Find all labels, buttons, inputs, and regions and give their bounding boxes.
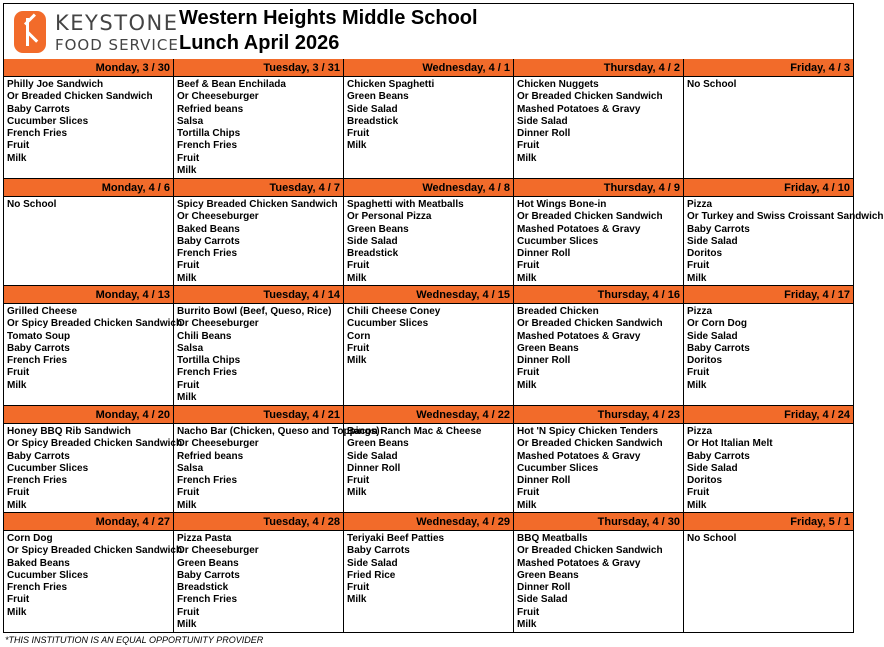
menu-item: Side Salad [687,462,738,474]
day-date-header: Monday, 4 / 20 [4,406,173,424]
menu-item: Green Beans [347,91,409,103]
day-menu-list [4,424,183,512]
school-name: Western Heights Middle School [179,7,478,29]
menu-item: Or Spicy Breaded Chicken Sandwich [7,438,183,450]
menu-item: Or Corn Dog [687,318,747,330]
menu-item: Tortilla Chips [177,355,241,367]
menu-item: Baby Carrots [687,450,750,462]
menu-item: Baby Carrots [347,545,410,557]
menu-item: Fruit [517,367,540,379]
day-menu-list [174,531,343,631]
menu-item: Side Salad [517,594,568,606]
day-menu-list [344,531,513,607]
menu-item: Breadstick [347,248,399,260]
day-menu-list [344,304,513,367]
menu-item: Fruit [517,140,540,152]
menu-item: Side Salad [517,115,568,127]
menu-item: Cucumber Slices [7,462,89,474]
menu-item: Or Spicy Breaded Chicken Sandwich [7,318,183,330]
menu-item: Milk [177,392,197,404]
menu-item: Fruit [347,342,370,354]
menu-item: Or Spicy Breaded Chicken Sandwich [7,545,183,557]
day-menu-list [684,304,853,392]
menu-item: Dinner Roll [347,462,401,474]
day-menu-list [4,77,173,165]
menu-item: French Fries [7,355,68,367]
day-menu-list [344,424,513,500]
day-menu-list [684,197,884,285]
day-date-header: Thursday, 4 / 9 [514,179,683,197]
menu-item: No School [687,79,737,90]
day-cell [3,179,174,286]
menu-item: Green Beans [347,438,409,450]
day-cell [174,179,344,286]
day-cell [344,286,514,406]
day-cell [514,179,684,286]
day-cell [684,59,854,179]
logo-wordmark-top: KEYSTONE [55,11,179,35]
menu-item: Burrito Bowl (Beef, Queso, Rice) [177,306,332,317]
day-date-header: Thursday, 4 / 23 [514,406,683,424]
menu-item: French Fries [177,140,238,152]
menu-item: Cucumber Slices [347,318,429,330]
menu-item: Milk [517,619,537,631]
menu-item: Hot Wings Bone-in [517,199,607,210]
menu-item: Dinner Roll [517,128,571,140]
menu-item: Baby Carrots [687,223,750,235]
menu-item: Fruit [687,260,710,272]
menu-item: Fruit [687,487,710,499]
day-date-header: Friday, 4 / 10 [684,179,853,197]
day-date-header: Wednesday, 4 / 1 [344,59,513,77]
menu-item: Fruit [347,260,370,272]
menu-item: Side Salad [687,330,738,342]
menu-item: Fruit [177,379,200,391]
day-date-header: Tuesday, 3 / 31 [174,59,343,77]
menu-item: Refried beans [177,450,244,462]
menu-item: Or Breaded Chicken Sandwich [517,211,663,223]
menu-item: Fruit [7,367,30,379]
menu-item: Milk [177,619,197,631]
menu-item: Milk [517,152,537,164]
menu-item: Milk [177,499,197,511]
menu-item: Side Salad [347,557,398,569]
day-date-header: Monday, 4 / 13 [4,286,173,304]
menu-item: Pizza Pasta [177,533,232,544]
day-cell [344,513,514,633]
menu-item: Fried Rice [347,569,396,581]
day-date-header: Friday, 5 / 1 [684,513,853,531]
menu-item: Chili Beans [177,330,232,342]
menu-item: Fruit [347,475,370,487]
menu-item: Baked Beans [177,223,240,235]
menu-item: Fruit [177,152,200,164]
menu-item: French Fries [177,475,238,487]
menu-item: Pizza [687,306,713,317]
menu-item: Corn [347,330,371,342]
menu-item: Or Breaded Chicken Sandwich [517,545,663,557]
day-menu-list [344,77,513,153]
day-cell [684,286,854,406]
menu-item: Baby Carrots [177,569,240,581]
menu-item: Doritos [687,355,722,367]
menu-item: Milk [687,499,707,511]
menu-item: Salsa [177,462,204,474]
menu-item: French Fries [7,475,68,487]
footer-note: *THIS INSTITUTION IS AN EQUAL OPPORTUNITY PROVIDER [5,635,264,645]
menu-item: Milk [347,272,367,284]
menu-item: Or Breaded Chicken Sandwich [517,438,663,450]
day-date-header: Tuesday, 4 / 14 [174,286,343,304]
menu-item: Baby Carrots [177,235,240,247]
menu-item: Baby Carrots [7,103,70,115]
menu-item: Mashed Potatoes & Gravy [517,103,641,115]
menu-item: Or Breaded Chicken Sandwich [7,91,153,103]
day-cell [3,406,183,513]
day-date-header: Friday, 4 / 3 [684,59,853,77]
day-cell [684,406,854,513]
menu-item: Fruit [7,594,30,606]
menu-item: French Fries [177,594,238,606]
day-cell [684,179,884,286]
menu-item: Hot 'N Spicy Chicken Tenders [517,426,659,437]
day-date-header: Monday, 4 / 6 [4,179,173,197]
menu-item: Teriyaki Beef Patties [347,533,445,544]
day-date-header: Tuesday, 4 / 21 [174,406,343,424]
menu-item: Fruit [347,582,370,594]
menu-item: Salsa [177,115,204,127]
menu-item: Milk [347,487,367,499]
day-date-header: Thursday, 4 / 30 [514,513,683,531]
menu-item: Dinner Roll [517,475,571,487]
menu-item: Or Cheeseburger [177,91,259,103]
menu-item: Baked Beans [7,557,70,569]
day-menu-list [514,531,683,631]
menu-item: Corn Dog [7,533,53,544]
menu-item: BBQ Meatballs [517,533,588,544]
menu-item: Or Cheeseburger [177,438,259,450]
day-menu-list [174,304,343,404]
menu-item: Philly Joe Sandwich [7,79,104,90]
menu-item: French Fries [177,367,238,379]
menu-item: Fruit [517,606,540,618]
menu-item: Dinner Roll [517,248,571,260]
menu-item: Cucumber Slices [7,569,89,581]
day-menu-list [174,197,343,285]
menu-item: Or Turkey and Swiss Croissant Sandwich [687,211,884,223]
day-cell [174,59,344,179]
menu-item: Mashed Potatoes & Gravy [517,223,641,235]
menu-item: Dinner Roll [517,582,571,594]
menu-item: Nacho Bar (Chicken, Queso and Toppings) [177,426,380,437]
menu-item: Fruit [347,128,370,140]
menu-item: Side Salad [347,235,398,247]
menu-item: Tomato Soup [7,330,71,342]
menu-item: Cucumber Slices [517,235,599,247]
menu-item: Baby Carrots [7,450,70,462]
menu-item: Or Cheeseburger [177,211,259,223]
menu-item: Beef & Bean Enchilada [177,79,286,90]
menu-item: Milk [687,272,707,284]
day-menu-list [514,197,683,285]
menu-item: Cucumber Slices [7,115,89,127]
day-date-header: Wednesday, 4 / 15 [344,286,513,304]
day-date-header: Friday, 4 / 24 [684,406,853,424]
day-date-header: Friday, 4 / 17 [684,286,853,304]
menu-item: Milk [517,499,537,511]
day-menu-list [344,197,513,285]
day-date-header: Thursday, 4 / 2 [514,59,683,77]
menu-item: Pizza [687,426,713,437]
menu-item: Chicken Nuggets [517,79,599,90]
day-date-header: Monday, 4 / 27 [4,513,173,531]
menu-item: Fruit [7,140,30,152]
menu-item: Fruit [177,606,200,618]
menu-item: Mashed Potatoes & Gravy [517,330,641,342]
menu-item: Chili Cheese Coney [347,306,441,317]
menu-item: Green Beans [347,223,409,235]
day-menu-list [514,304,683,392]
day-cell [344,179,514,286]
menu-item: Milk [177,272,197,284]
menu-item: Side Salad [347,103,398,115]
day-cell [3,286,183,406]
menu-item: Or Cheeseburger [177,545,259,557]
menu-item: No School [7,199,57,210]
menu-item: Or Hot Italian Melt [687,438,773,450]
menu-item: French Fries [7,582,68,594]
day-cell [174,286,344,406]
day-menu-list [684,77,853,91]
day-date-header: Monday, 3 / 30 [4,59,173,77]
day-menu-list [4,531,183,619]
menu-item: Salsa [177,342,204,354]
day-date-header: Wednesday, 4 / 8 [344,179,513,197]
day-menu-list [174,77,343,177]
day-date-header: Wednesday, 4 / 29 [344,513,513,531]
menu-item: Or Breaded Chicken Sandwich [517,91,663,103]
menu-item: Milk [7,379,27,391]
menu-item: Doritos [687,248,722,260]
menu-item: Or Cheeseburger [177,318,259,330]
menu-item: Milk [347,355,367,367]
menu-item: Honey BBQ Rib Sandwich [7,426,131,437]
menu-item: Chicken Spaghetti [347,79,435,90]
menu-item: Green Beans [517,569,579,581]
menu-item: Bacon Ranch Mac & Cheese [347,426,482,437]
menu-item: Milk [7,152,27,164]
day-cell [514,406,684,513]
day-date-header: Thursday, 4 / 16 [514,286,683,304]
day-menu-list [684,531,853,545]
menu-item: Or Breaded Chicken Sandwich [517,318,663,330]
day-cell [684,513,854,633]
menu-item: Side Salad [687,235,738,247]
day-cell [344,59,514,179]
menu-item: French Fries [7,128,68,140]
menu-calendar-grid [3,59,884,633]
menu-title: Lunch April 2026 [179,32,340,54]
menu-item: Pizza [687,199,713,210]
day-menu-list [4,304,183,392]
menu-item: Baby Carrots [7,342,70,354]
menu-item: Milk [347,140,367,152]
day-cell [514,513,684,633]
menu-item: Milk [517,272,537,284]
menu-item: Mashed Potatoes & Gravy [517,450,641,462]
menu-item: Side Salad [347,450,398,462]
menu-item: Milk [7,606,27,618]
menu-item: Doritos [687,475,722,487]
menu-item: French Fries [177,248,238,260]
menu-item: Or Personal Pizza [347,211,432,223]
menu-item: Breadstick [347,115,399,127]
menu-item: Fruit [687,367,710,379]
day-date-header: Tuesday, 4 / 28 [174,513,343,531]
menu-header [3,3,854,59]
day-cell [3,513,183,633]
menu-item: Breadstick [177,582,229,594]
menu-item: Grilled Cheese [7,306,78,317]
menu-item: Mashed Potatoes & Gravy [517,557,641,569]
menu-item: Milk [517,379,537,391]
day-date-header: Tuesday, 4 / 7 [174,179,343,197]
menu-item: Fruit [7,487,30,499]
keystone-k-icon [14,11,46,53]
menu-item: Cucumber Slices [517,462,599,474]
menu-item: Milk [687,379,707,391]
menu-item: Milk [347,594,367,606]
day-cell [174,513,344,633]
logo-wordmark-bottom: FOOD SERVICE [55,36,179,54]
day-menu-list [684,424,853,512]
menu-item: Milk [177,165,197,177]
menu-item: No School [687,533,737,544]
day-menu-list [514,77,683,165]
keystone-logo [14,9,179,57]
day-menu-list [4,197,173,211]
menu-item: Refried beans [177,103,244,115]
day-cell [514,286,684,406]
menu-item: Spaghetti with Meatballs [347,199,464,210]
menu-item: Dinner Roll [517,355,571,367]
day-cell [3,59,174,179]
menu-item: Breaded Chicken [517,306,599,317]
menu-item: Baby Carrots [687,342,750,354]
menu-item: Fruit [177,260,200,272]
menu-item: Green Beans [517,342,579,354]
menu-item: Tortilla Chips [177,128,241,140]
day-cell [514,59,684,179]
day-cell [344,406,514,513]
menu-item: Fruit [177,487,200,499]
day-date-header: Wednesday, 4 / 22 [344,406,513,424]
menu-item: Milk [7,499,27,511]
day-menu-list [514,424,683,512]
menu-item: Fruit [517,260,540,272]
menu-item: Green Beans [177,557,239,569]
menu-item: Fruit [517,487,540,499]
menu-item: Spicy Breaded Chicken Sandwich [177,199,338,210]
